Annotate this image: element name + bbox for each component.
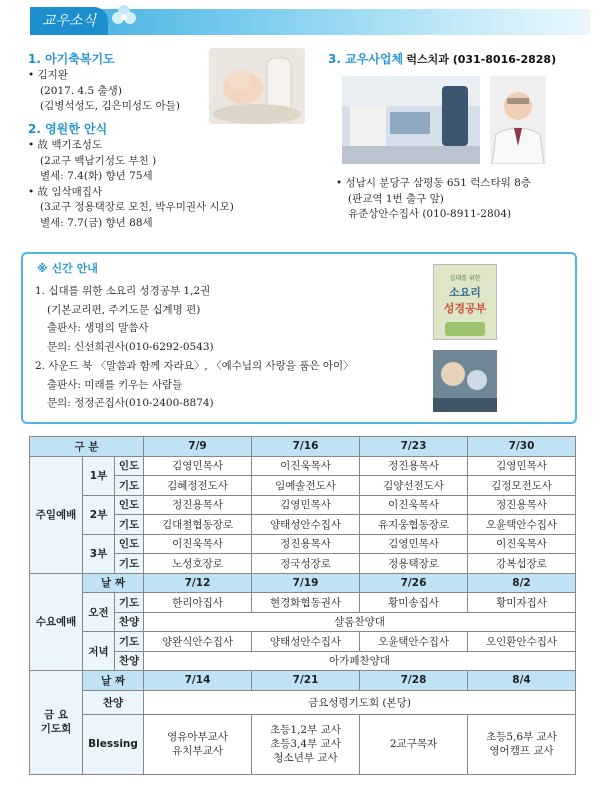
table-cell: 김영민목사 xyxy=(360,534,468,554)
condolence-p2-name: • 故 임삭매집사 xyxy=(28,185,103,198)
praise-label: 찬양 xyxy=(83,690,144,714)
condolence-p1-family: (2교구 백남기성도 부친 ) xyxy=(40,154,157,167)
book1-publisher: 출판사: 생명의 말씀사 xyxy=(47,322,149,335)
table-cell: 김영민목사 xyxy=(468,456,576,476)
sunday-label: 주일예배 xyxy=(30,456,83,573)
table-cell: 임예솔전도사 xyxy=(252,476,360,496)
blessing-line: 2교구목자 xyxy=(389,738,438,750)
table-cell: 이진욱목사 xyxy=(360,495,468,515)
praise-label: 찬양 xyxy=(115,651,144,671)
table-cell: 강복섭장로 xyxy=(468,554,576,574)
table-cell: 정진용목사 xyxy=(468,495,576,515)
wednesday-date: 8/2 xyxy=(468,573,576,593)
table-cell: 유지웅협동장로 xyxy=(360,515,468,535)
table-cell xyxy=(360,714,468,774)
wednesday-date: 7/12 xyxy=(144,573,252,593)
condolence-p1-date: 별세: 7.4(화) 향년 75세 xyxy=(40,170,153,182)
table-cell: 정용택장로 xyxy=(360,554,468,574)
table-cell: 김대철협동장로 xyxy=(144,515,252,535)
col-header-category: 구 분 xyxy=(30,437,144,457)
blessing-line: 영유아부교사 xyxy=(167,731,228,743)
page-title: 교우소식 xyxy=(30,7,108,35)
table-cell: 이진욱목사 xyxy=(144,534,252,554)
table-cell: 오인환안수집사 xyxy=(468,632,576,652)
table-cell: 노성호장로 xyxy=(144,554,252,574)
table-cell: 아가페찬양대 xyxy=(144,651,576,671)
table-cell: 김양선전도사 xyxy=(360,476,468,496)
sunday-date: 7/9 xyxy=(144,437,252,457)
friday-date: 7/14 xyxy=(144,671,252,691)
book2-contact: 문의: 정정곤집사(010-2400-8874) xyxy=(47,397,214,410)
book1-cover xyxy=(433,264,497,340)
book1-cover-small: 십대를 위한 xyxy=(449,275,481,282)
blessing-line: 유치부교사 xyxy=(172,745,223,757)
birth-date: (2017. 4.5 출생) xyxy=(40,84,122,97)
friday-label-line2: 기도회 xyxy=(40,723,72,736)
table-cell: 정진용목사 xyxy=(144,495,252,515)
table-cell: 김혜정전도사 xyxy=(144,476,252,496)
condolence-p2-date: 별세: 7.7(금) 향년 88세 xyxy=(40,216,153,229)
book1-subtitle: (기본교리편, 주기도문 십계명 편) xyxy=(47,303,201,316)
lead-label: 인도 xyxy=(115,495,144,515)
service-1-label: 1부 xyxy=(83,456,115,495)
table-cell: 현경화협동권사 xyxy=(252,593,360,613)
baby-photo xyxy=(209,48,305,124)
friday-date: 7/28 xyxy=(360,671,468,691)
birth-parents: (김병석성도, 김은미성도 아들) xyxy=(40,100,180,112)
pray-label: 기도 xyxy=(115,593,144,613)
sunday-date: 7/16 xyxy=(252,437,360,457)
pray-label: 기도 xyxy=(115,632,144,652)
praise-label: 찬양 xyxy=(115,612,144,632)
wednesday-date: 7/19 xyxy=(252,573,360,593)
table-cell xyxy=(252,714,360,774)
table-cell: 오윤택안수집사 xyxy=(360,632,468,652)
friday-date: 8/4 xyxy=(468,671,576,691)
section-header xyxy=(0,0,600,40)
wednesday-date: 7/26 xyxy=(360,573,468,593)
service-2-label: 2부 xyxy=(83,495,115,534)
books-heading: ※ 신간 안내 xyxy=(37,262,98,275)
book2-cover xyxy=(433,350,497,412)
business-heading: 3. 교우사업체 xyxy=(328,52,404,66)
table-cell xyxy=(468,714,576,774)
table-cell: 김영민목사 xyxy=(252,495,360,515)
table-cell: 오윤택안수집사 xyxy=(468,515,576,535)
blessing-line: 초등1,2부 교사 xyxy=(270,724,341,736)
condolence-p1-name: • 故 백기조성도 xyxy=(28,139,103,151)
wednesday-label: 수요예배 xyxy=(30,573,83,671)
condolence-heading: 2. 영원한 안식 xyxy=(28,122,108,136)
sunday-date: 7/30 xyxy=(468,437,576,457)
table-cell: 양태성안수집사 xyxy=(252,632,360,652)
table-cell: 샬롬찬양대 xyxy=(144,612,576,632)
table-cell: 이진욱목사 xyxy=(252,456,360,476)
clinic-photo xyxy=(342,76,480,164)
lead-label: 인도 xyxy=(115,534,144,554)
table-cell: 황미자집사 xyxy=(468,593,576,613)
table-cell xyxy=(144,714,252,774)
wednesday-date-label: 날 짜 xyxy=(83,573,144,593)
birth-section xyxy=(28,50,180,115)
birth-heading: 1. 아기축복기도 xyxy=(28,52,115,66)
wednesday-am-label: 오전 xyxy=(83,593,115,632)
table-cell: 양완식안수집사 xyxy=(144,632,252,652)
condolence-p2-family: (3교구 정용택장로 모친, 박우미권사 시모) xyxy=(40,201,234,213)
pray-label: 기도 xyxy=(115,515,144,535)
table-cell: 한리아집사 xyxy=(144,593,252,613)
condolence-section xyxy=(28,120,234,231)
table-cell: 김정모전도사 xyxy=(468,476,576,496)
lead-label: 인도 xyxy=(115,456,144,476)
table-cell: 정국성장로 xyxy=(252,554,360,574)
books-list xyxy=(35,282,354,413)
book1-title: 1. 십대를 위한 소요리 성경공부 1,2권 xyxy=(35,285,211,297)
book2-title: 2. 사운드 북 〈말씀과 함께 자라요〉, 〈예수님의 사랑을 품은 아이〉 xyxy=(35,359,354,372)
friday-date: 7/21 xyxy=(252,671,360,691)
business-name: 럭스치과 (031-8016-2828) xyxy=(406,53,557,66)
table-cell: 정진용목사 xyxy=(252,534,360,554)
new-books-box xyxy=(21,252,577,424)
wednesday-pm-label: 저녁 xyxy=(83,632,115,671)
blessing-line: 청소년부 교사 xyxy=(273,752,338,764)
doctor-photo xyxy=(490,76,546,164)
blessing-line: 초등5,6부 교사 xyxy=(486,731,557,743)
friday-date-label: 날 짜 xyxy=(83,671,144,691)
table-cell: 금요성령기도회 (본당) xyxy=(144,690,576,714)
pray-label: 기도 xyxy=(115,554,144,574)
book2-publisher: 출판사: 미래를 키우는 사람들 xyxy=(47,378,183,391)
blessing-line: 초등3,4부 교사 xyxy=(270,738,341,750)
business-section xyxy=(328,50,556,69)
friday-label xyxy=(30,671,83,775)
book1-cover-main: 소요리 xyxy=(449,286,481,299)
pray-label: 기도 xyxy=(115,476,144,496)
book1-cover-main2: 성경공부 xyxy=(443,302,487,315)
table-cell: 황미송집사 xyxy=(360,593,468,613)
table-cell: 정진용목사 xyxy=(360,456,468,476)
blessing-label: Blessing xyxy=(83,714,144,774)
business-address: • 성남시 분당구 삼평동 651 럭스타워 8층 xyxy=(336,177,531,189)
service-3-label: 3부 xyxy=(83,534,115,573)
friday-label-line1: 금 요 xyxy=(44,709,68,722)
table-cell: 이진욱목사 xyxy=(468,534,576,554)
table-cell: 김영민목사 xyxy=(144,456,252,476)
birth-name: • 김지완 xyxy=(28,69,68,81)
table-cell: 양태성안수집사 xyxy=(252,515,360,535)
business-location: (판교역 1번 출구 앞) xyxy=(348,192,444,205)
worship-schedule-table xyxy=(29,436,576,775)
business-info xyxy=(336,176,531,223)
blessing-line: 영어캠프 교사 xyxy=(489,745,554,757)
book1-contact: 문의: 신선희권사(010-6292-0543) xyxy=(47,341,214,354)
flower-icon xyxy=(110,2,138,30)
business-owner: 유준상안수집사 (010-8911-2804) xyxy=(348,208,512,220)
sunday-date: 7/23 xyxy=(360,437,468,457)
